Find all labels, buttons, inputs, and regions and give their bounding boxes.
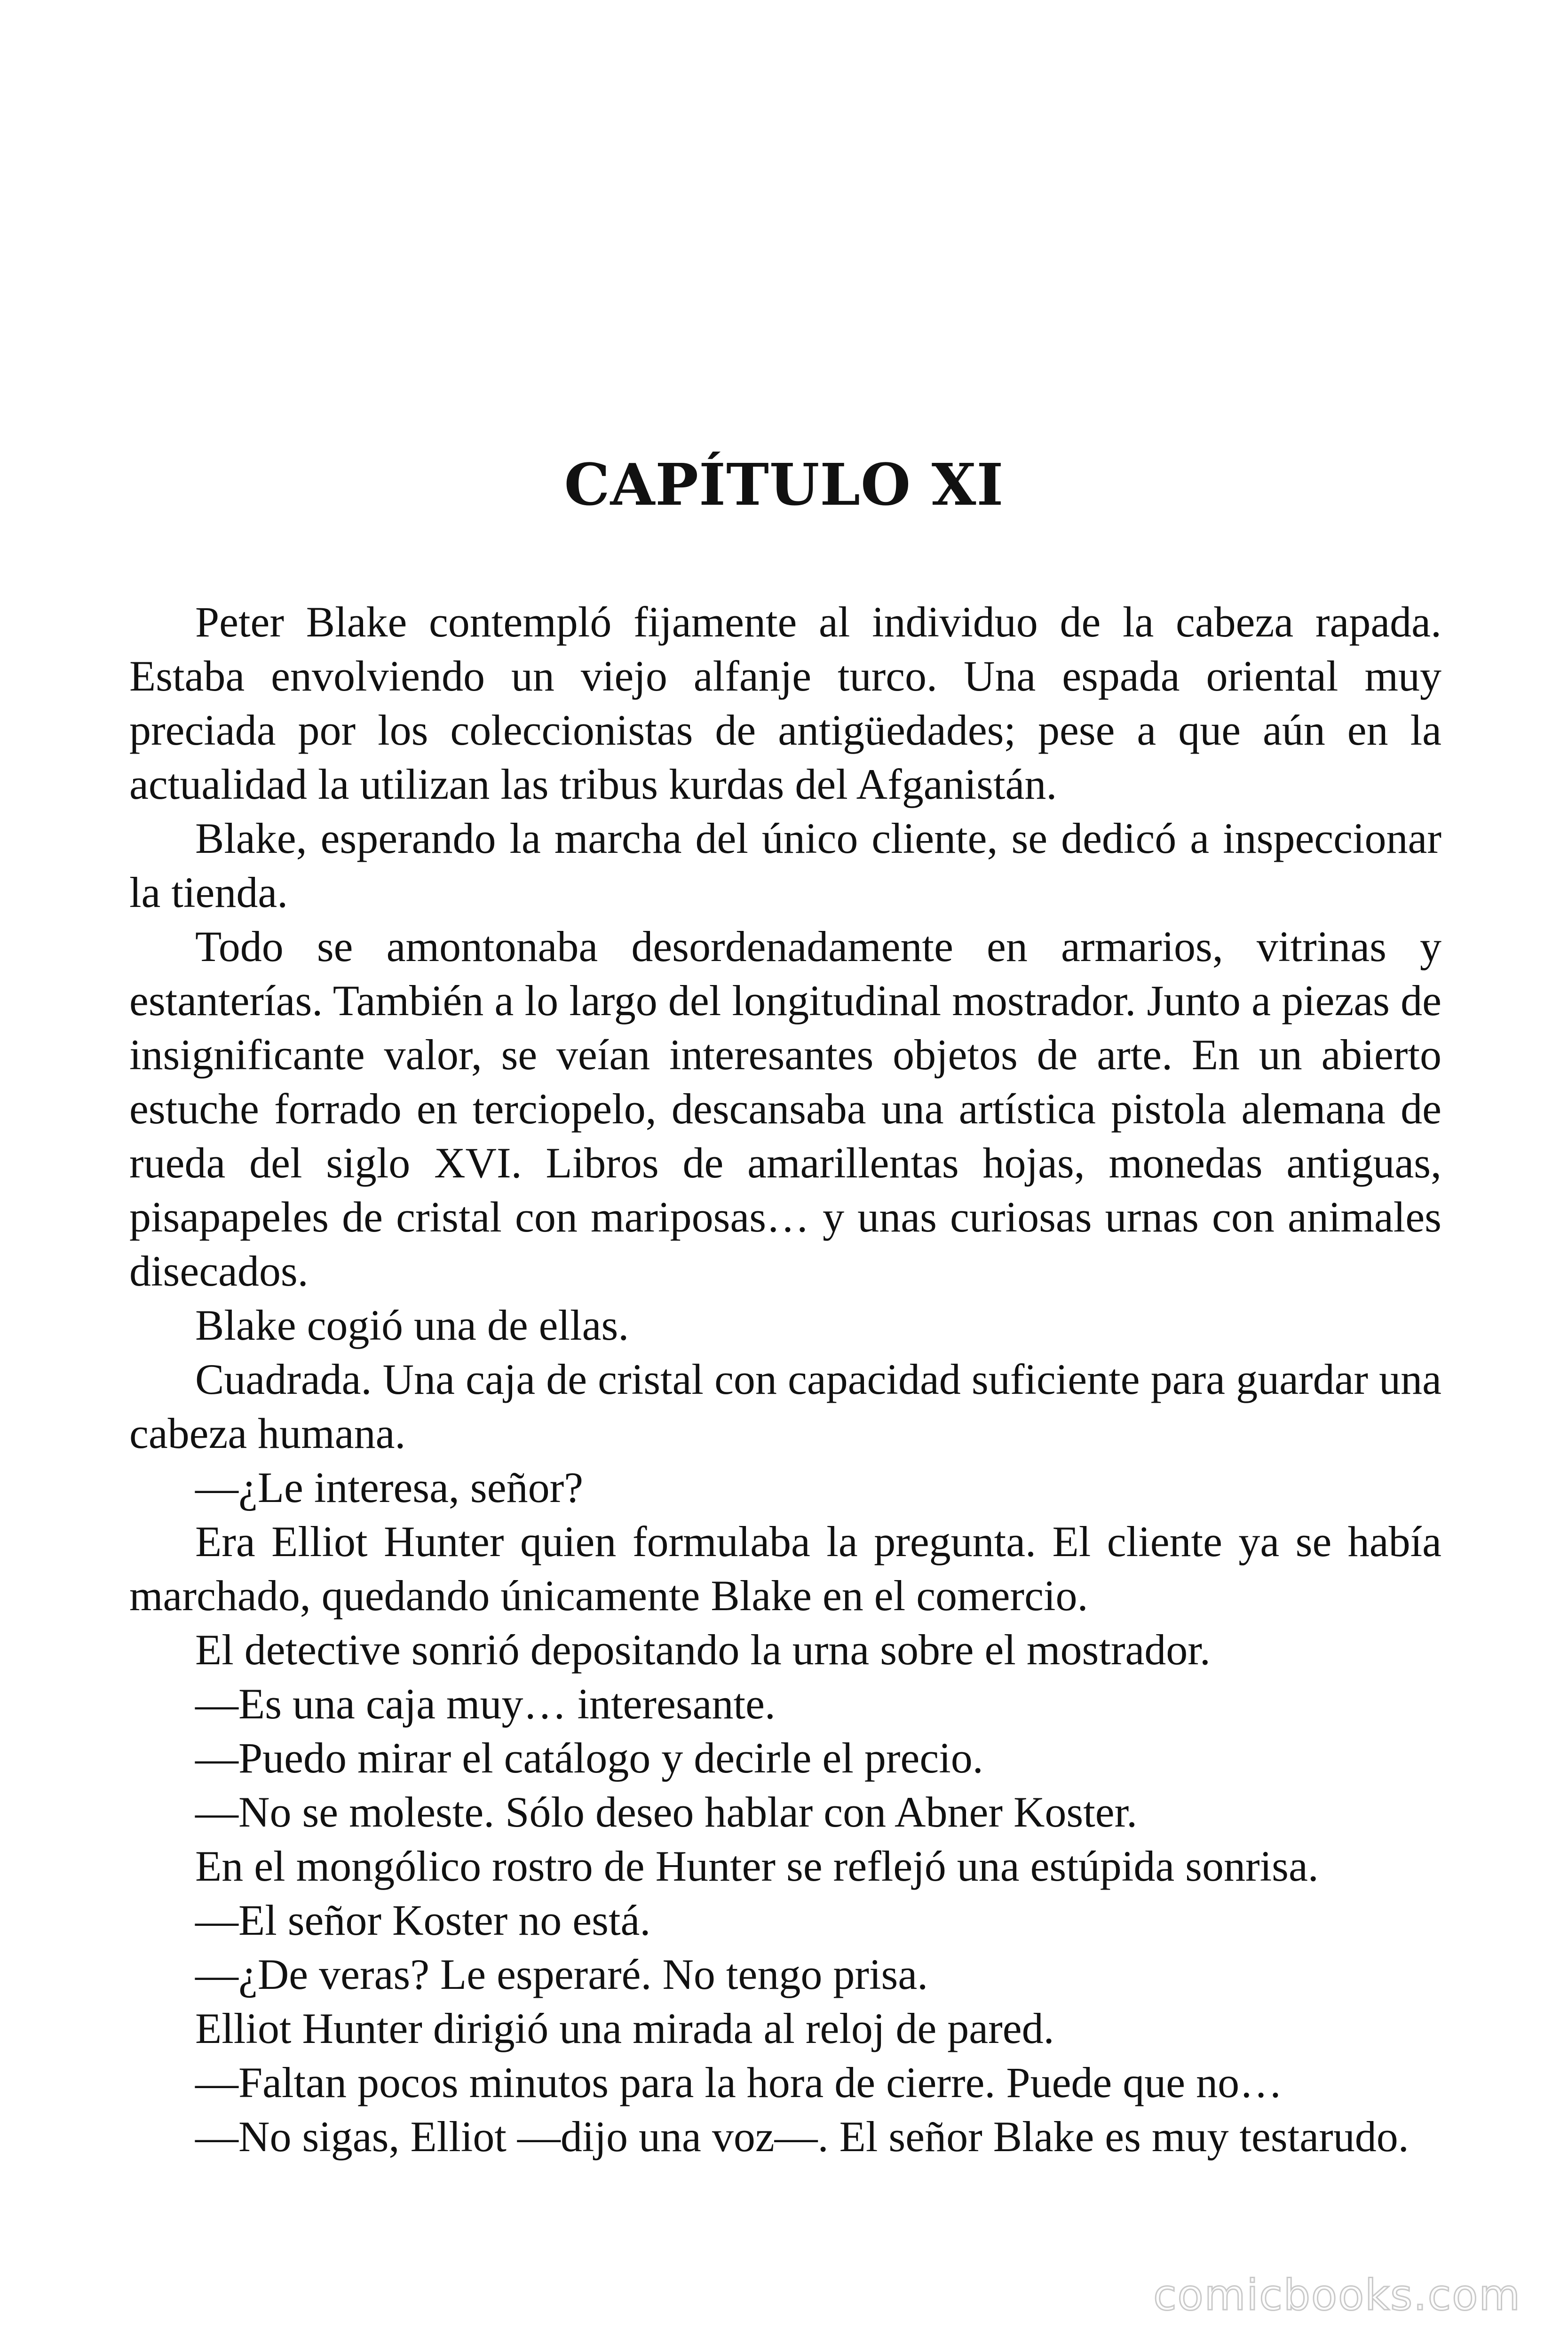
paragraph: Blake, esperando la marcha del único cliente, se dedicó a inspeccionar la tienda. — [129, 814, 1441, 916]
chapter-body — [129, 595, 1441, 2164]
paragraph: —Puedo mirar el catálogo y decirle el precio. — [195, 1734, 983, 1782]
paragraph: El detective sonrió depositando la urna sobre el mostrador. — [195, 1626, 1211, 1674]
paragraph: —¿Le interesa, señor? — [195, 1463, 584, 1511]
paragraph: Era Elliot Hunter quien formulaba la pregunta. El cliente ya se había marchado, quedando únicamente Blake en el comercio. — [129, 1518, 1441, 1620]
watermark: comicbooks.com — [1153, 2271, 1521, 2320]
paragraph: —No se moleste. Sólo deseo hablar con Abner Koster. — [195, 1788, 1138, 1836]
paragraph: En el mongólico rostro de Hunter se reflejó una estúpida sonrisa. — [195, 1842, 1319, 1890]
chapter-title: CAPÍTULO XI — [564, 451, 1004, 518]
paragraph: Todo se amontonaba desordenadamente en armarios, vitrinas y estanterías. También a lo largo del longitudinal mostrador. Junto a piezas de insignificante valor, se veían interesantes objetos de arte. En un abierto estuche forrado en terciopelo, descansaba una artística pistola alemana de rueda del siglo XVI. Libros de amarillentas hojas, monedas antiguas, pisapapeles de cristal con mariposas… y unas curiosas urnas con animales disecados. — [129, 922, 1441, 1295]
paragraph: Elliot Hunter dirigió una mirada al reloj de pared. — [195, 2004, 1054, 2052]
paragraph: —Es una caja muy… interesante. — [195, 1680, 776, 1728]
paragraph: Blake cogió una de ellas. — [195, 1301, 629, 1349]
paragraph: —¿De veras? Le esperaré. No tengo prisa. — [195, 1950, 928, 1998]
paragraph: Peter Blake contempló fijamente al individuo de la cabeza rapada. Estaba envolviendo un viejo alfanje turco. Una espada oriental muy preciada por los coleccionistas de antigüedades; pese a que aún en la actualidad la utilizan las tribus kurdas del Afganistán. — [129, 598, 1441, 808]
paragraph: —No sigas, Elliot —dijo una voz—. El señor Blake es muy testarudo. — [195, 2113, 1409, 2161]
paragraph: —Faltan pocos minutos para la hora de cierre. Puede que no… — [195, 2058, 1283, 2106]
paragraph: —El señor Koster no está. — [195, 1896, 651, 1944]
paragraph: Cuadrada. Una caja de cristal con capacidad suficiente para guardar una cabeza humana. — [129, 1355, 1441, 1457]
